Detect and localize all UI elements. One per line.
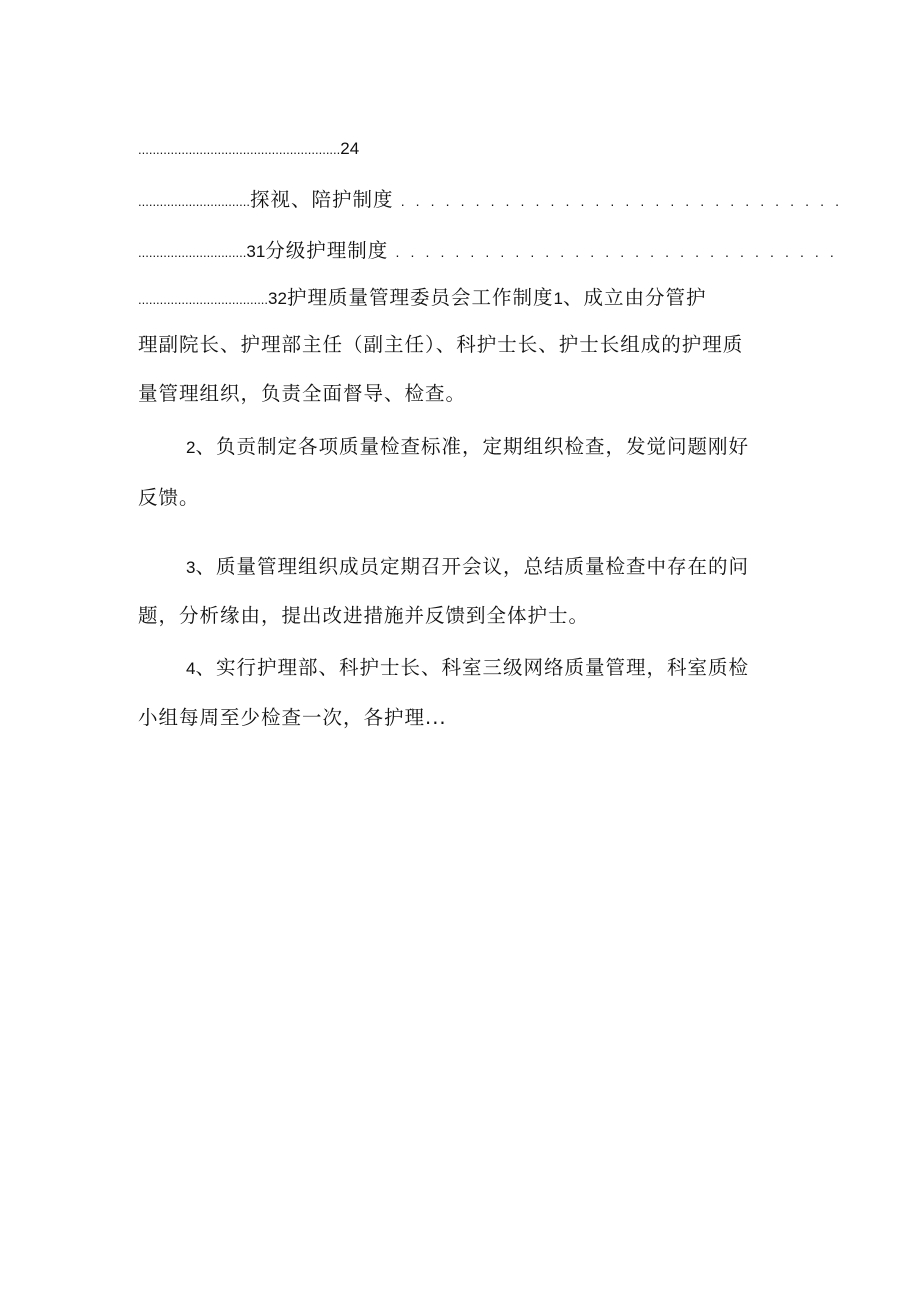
paragraph-4-line-2: 小组每周至少检查一次，各护理... bbox=[138, 706, 447, 729]
paragraph-text: 、质量管理组织成员定期召开会议，总结质量检查中存在的问 bbox=[195, 555, 749, 578]
paragraph-1-line-3: 量管理组织，负责全面督导、检查。 bbox=[138, 382, 467, 405]
paragraph-1-line-2: 理副院长、护理部主任（副主任）、科护士长、护士长组成的护理质 bbox=[138, 333, 744, 356]
leader-dots: ........................................................ bbox=[138, 142, 341, 157]
trailing-dots: . . . . . . . . . . . . . . . . . . . . . . . . . . . . . . bbox=[400, 193, 843, 209]
leader-dots: ............................... bbox=[138, 194, 250, 209]
toc-line-3 bbox=[138, 239, 837, 265]
page-number: 32 bbox=[268, 289, 287, 308]
paragraph-3-line-2: 题，分析缘由，提出改进措施并反馈到全体护士。 bbox=[138, 604, 590, 627]
item-number: 4 bbox=[186, 659, 196, 678]
page-number: 24 bbox=[340, 139, 360, 158]
paragraph-3-line-1 bbox=[186, 555, 749, 580]
item-number: 3 bbox=[186, 558, 196, 577]
toc-line-4 bbox=[138, 286, 706, 312]
paragraph-text: 、负贡制定各项质量检查标准，定期组织检查，发觉问题刚好 bbox=[195, 435, 749, 458]
paragraph-4-line-1 bbox=[186, 656, 749, 681]
leader-dots: .................................... bbox=[138, 292, 269, 307]
item-number: 1 bbox=[553, 289, 563, 308]
paragraph-2-line-2: 反馈。 bbox=[138, 486, 200, 509]
toc-entry-title: 探视、陪护制度 bbox=[249, 188, 394, 211]
toc-entry-title: 护理质量管理委员会工作制度 bbox=[286, 286, 554, 309]
paragraph-2-line-1 bbox=[186, 435, 749, 460]
page-number: 31 bbox=[246, 242, 266, 261]
paragraph-text: 、实行护理部、科护士长、科室三级网络质量管理，科室质检 bbox=[195, 656, 749, 679]
toc-line-2 bbox=[138, 188, 843, 214]
paragraph-text: 、成立由分管护 bbox=[562, 286, 707, 309]
item-number: 2 bbox=[186, 438, 196, 457]
toc-line-1 bbox=[138, 136, 359, 162]
trailing-dots: . . . . . . . . . . . . . . . . . . . . . . . . . . . . . . bbox=[395, 244, 838, 260]
leader-dots: .............................. bbox=[138, 245, 247, 260]
toc-entry-title: 分级护理制度 bbox=[265, 239, 389, 262]
